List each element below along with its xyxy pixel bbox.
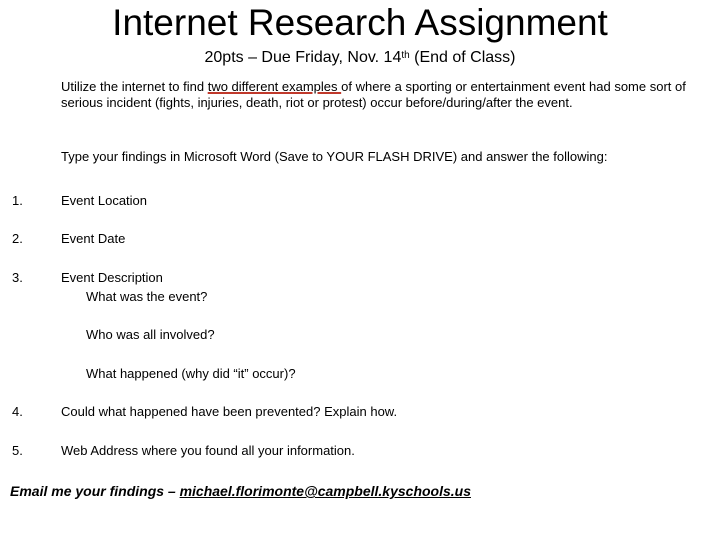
item-prevention: Could what happened have been prevented? Explain how. (61, 404, 398, 419)
page-title: Internet Research Assignment (112, 2, 608, 43)
email-line (10, 482, 710, 500)
item-number-1: 1. (12, 193, 23, 208)
intro-underlined-text: two different examples (207, 79, 342, 94)
question-what-event: What was the event? (86, 289, 208, 304)
subtitle-superscript: th (401, 50, 410, 61)
intro-paragraph (61, 79, 706, 111)
email-label: Email me your findings – (10, 483, 180, 499)
item-web-address: Web Address where you found all your information. (61, 443, 355, 458)
item-number-4: 4. (12, 404, 23, 419)
item-number-5: 5. (12, 443, 23, 458)
item-event-date: Event Date (61, 231, 126, 246)
email-link[interactable]: michael.florimonte@campbell.kyschools.us (179, 483, 471, 499)
subtitle-end: (End of Class) (409, 49, 516, 66)
item-event-description: Event Description (61, 270, 163, 285)
item-number-2: 2. (12, 231, 23, 246)
item-number-3: 3. (12, 270, 23, 285)
instructions-paragraph: Type your findings in Microsoft Word (Save to YOUR FLASH DRIVE) and answer the following: (61, 149, 608, 164)
due-date-subtitle (0, 47, 720, 69)
intro-text-end: of where a sporting or entertainment event had some sort of serious incident (fights, injuries, death, riot or protest) occur before/during/after the event. (61, 79, 686, 110)
subtitle-text: 20pts – Due Friday, Nov. 14 (204, 49, 402, 66)
intro-text-start: Utilize the internet to find (61, 79, 208, 94)
question-what-happened: What happened (why did “it” occur)? (86, 366, 296, 381)
item-event-location: Event Location (61, 193, 148, 208)
question-who-involved: Who was all involved? (86, 327, 215, 342)
